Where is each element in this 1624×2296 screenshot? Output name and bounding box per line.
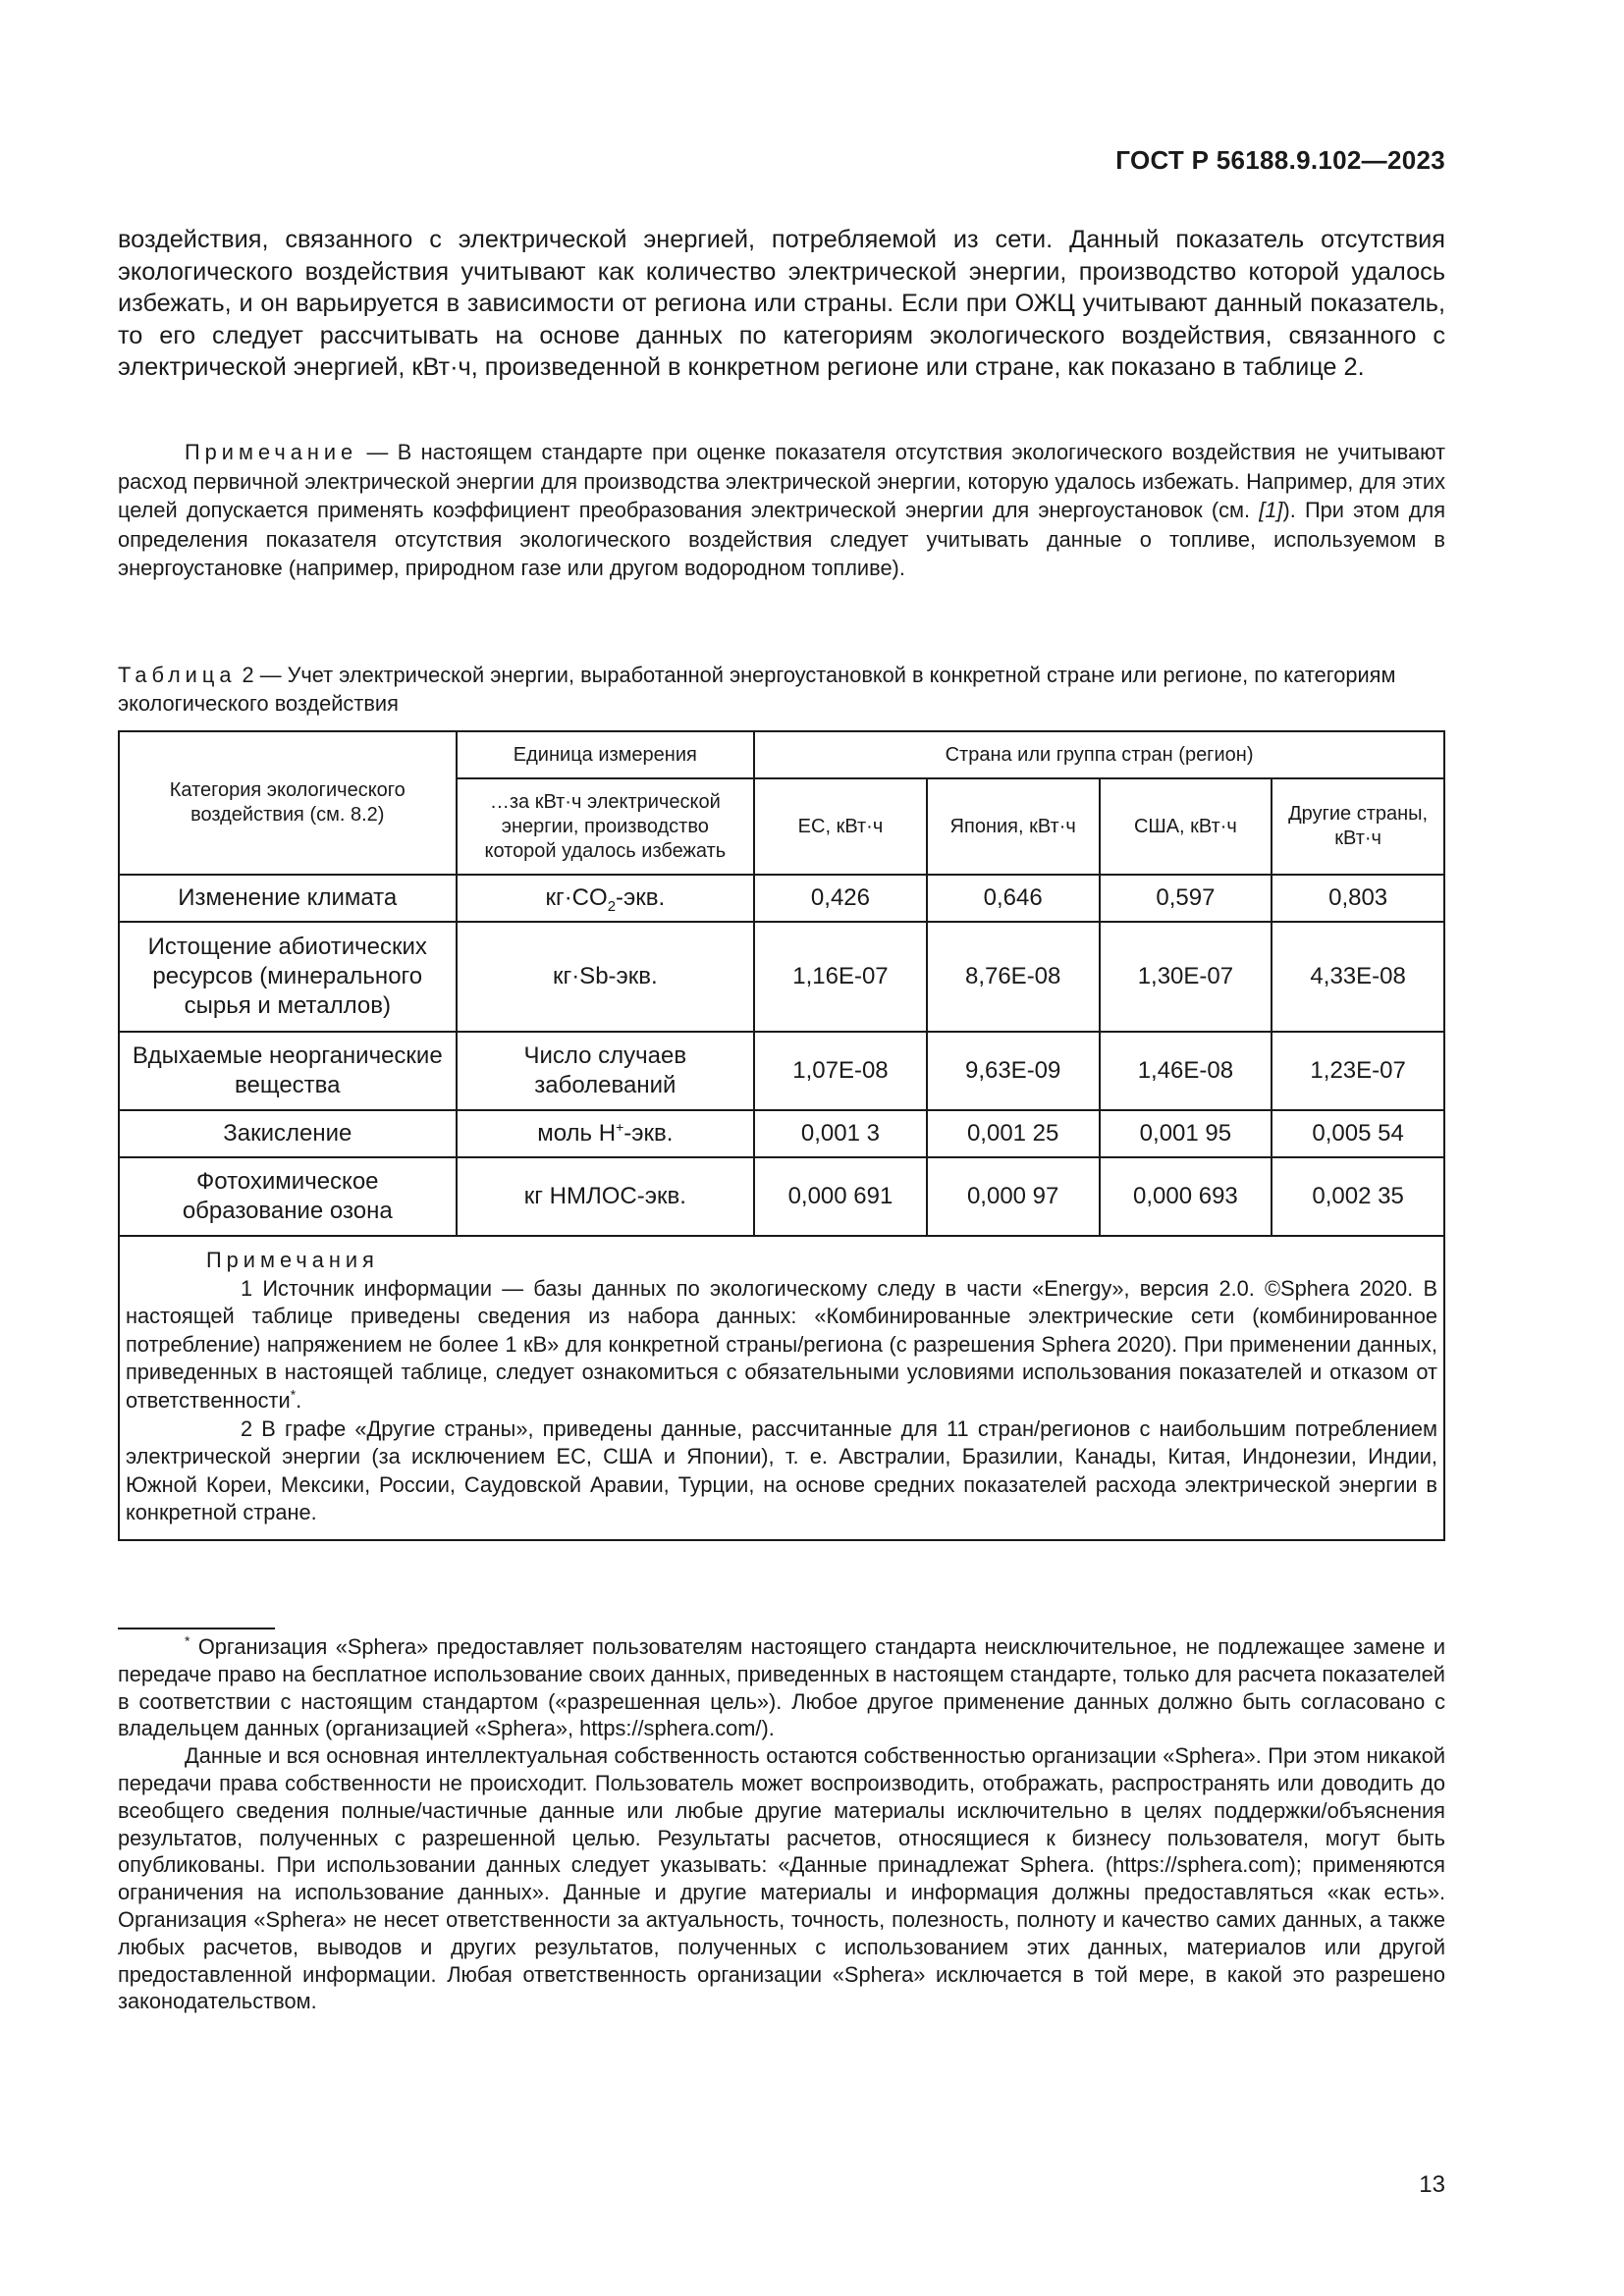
cell-usa: 1,46E-08 bbox=[1100, 1032, 1272, 1110]
table-row bbox=[119, 922, 1444, 1032]
header-unit-sub: …за кВт·ч электрической энергии, производство которой удалось избежать bbox=[457, 778, 755, 875]
footnote-para-1 bbox=[118, 1633, 1445, 1742]
footnote-text-1: Организация «Sphera» предоставляет пользователям настоящего стандарта неисключительное, не подлежащее замене и передаче право на бесплатное использование своих данных, приведенных в настоящем стандарте, только для расчета показателей в соответствии с настоящим стандартом («разрешенная цель»). Любое другое применение данных должно быть согласовано с владельцем данных (организацией «Sphera», https://sphera.com/). bbox=[118, 1634, 1445, 1741]
cell-other: 0,005 54 bbox=[1272, 1110, 1444, 1157]
note-1-end: . bbox=[296, 1387, 302, 1413]
row-category: Истощение абиотических ресурсов (минерального сырья и металлов) bbox=[119, 922, 457, 1032]
notes-title: Примечания bbox=[206, 1248, 379, 1272]
table-row bbox=[119, 1157, 1444, 1236]
note-paragraph bbox=[118, 438, 1445, 583]
note-reference: [1] bbox=[1259, 498, 1283, 523]
cell-other: 0,803 bbox=[1272, 875, 1444, 922]
footnote-mark: * bbox=[185, 1632, 190, 1649]
cell-other: 1,23E-07 bbox=[1272, 1032, 1444, 1110]
cell-eu: 0,426 bbox=[754, 875, 927, 922]
footnote-divider bbox=[118, 1628, 275, 1629]
cell-japan: 0,001 25 bbox=[927, 1110, 1100, 1157]
unit-prefix: моль H bbox=[537, 1120, 617, 1147]
table-header-row-1 bbox=[119, 731, 1444, 778]
unit-prefix: кг·CO bbox=[545, 884, 608, 911]
cell-other: 4,33E-08 bbox=[1272, 922, 1444, 1032]
note-1-mark: * bbox=[290, 1386, 297, 1403]
body-paragraph: воздействия, связанного с электрической энергией, потребляемой из сети. Данный показатель отсутствия экологического воздействия учитывают как количество электрической энергии, производство которой удалось избежать, и он варьируется в зависимости от региона или страны. Если при ОЖЦ учитывают данный показатель, то его следует рассчитывать на основе данных по категориям экологического воздействия, связанного с электрической энергией, кВт·ч, произведенной в конкретном регионе или стране, как показано в таблице 2. bbox=[118, 226, 1445, 381]
cell-eu: 0,000 691 bbox=[754, 1157, 927, 1236]
data-table bbox=[118, 730, 1445, 1541]
row-unit: Число случаев заболеваний bbox=[457, 1032, 755, 1110]
note-text-2: ). При этом для определения показателя отсутствия экологического воздействия следует учитывать данные о топливе, используемом в энергоустановке (например, природном газе или другом водородном топливе). bbox=[118, 498, 1445, 581]
footnote-para-2: Данные и вся основная интеллектуальная собственность остаются собственностью организации «Sphera». При этом никакой передачи права собственности не происходит. Пользователь может воспроизводить, отображать, распространять или доводить до всеобщего сведения полные/частичные данные или любые другие материалы исключительно в целях поддержки/объяснения результатов, полученных с разрешенной целью. Результаты расчетов, относящиеся к бизнесу пользователя, могут быть опубликованы. При использовании данных следует указывать: «Данные принадлежат Sphera. (https://sphera.com); применяются ограничения на использование данных». Данные и другие материалы и информация должны предоставляться «как есть». Организация «Sphera» не несет ответственности за актуальность, точность, полезность, полноту и качество самих данных, а также любых расчетов, выводов и других результатов, полученных с использованием этих данных, материалов или другой предоставленной информации. Любая ответственность организации «Sphera» исключается в той мере, в какой это разрешено законодательством. bbox=[118, 1743, 1445, 2014]
cell-other: 0,002 35 bbox=[1272, 1157, 1444, 1236]
header-col-other: Другие страны, кВт·ч bbox=[1272, 778, 1444, 875]
row-unit: кг·Sb-экв. bbox=[457, 922, 755, 1032]
cell-japan: 8,76E-08 bbox=[927, 922, 1100, 1032]
header-col-japan: Япония, кВт·ч bbox=[927, 778, 1100, 875]
cell-eu: 1,16E-07 bbox=[754, 922, 927, 1032]
table-caption-text: — Учет электрической энергии, выработанной энергоустановкой в конкретной стране или регионе, по категориям экологического воздействия bbox=[118, 663, 1396, 716]
row-category: Изменение климата bbox=[119, 875, 457, 922]
table-caption-number: 2 bbox=[236, 663, 254, 687]
cell-eu: 1,07E-08 bbox=[754, 1032, 927, 1110]
row-unit bbox=[457, 875, 755, 922]
note-label: Примечание bbox=[185, 440, 358, 464]
page-number: 13 bbox=[1419, 2171, 1445, 2198]
note-2: 2 В графе «Другие страны», приведены данные, рассчитанные для 11 стран/регионов с наибольшим потреблением электрической энергии (за исключением ЕС, США и Японии), т. е. Австралии, Бразилии, Канады, Китая, Индонезии, Индии, Южной Кореи, Мексики, России, Саудовской Аравии, Турции, на основе средних показателей расхода электрической энергии в конкретной стране. bbox=[126, 1415, 1437, 1525]
cell-eu: 0,001 3 bbox=[754, 1110, 927, 1157]
footnote bbox=[118, 1633, 1445, 2015]
cell-japan: 0,000 97 bbox=[927, 1157, 1100, 1236]
row-unit: кг НМЛОС-экв. bbox=[457, 1157, 755, 1236]
cell-usa: 1,30E-07 bbox=[1100, 922, 1272, 1032]
cell-usa: 0,001 95 bbox=[1100, 1110, 1272, 1157]
unit-superscript: + bbox=[616, 1119, 624, 1135]
note-1-text: 1 Источник информации — базы данных по экологическому следу в части «Energy», версия 2.0. ©Sphera 2020. В настоящей таблице приведены сведения из набора данных: «Комбинированные электрические сети (комбинированное потребление) напряжением не более 1 кВ» для конкретной страны/региона (с разрешения Sphera 2020). При применении данных, приведенных в настоящей таблице, следует ознакомиться с обязательными условиями использования показателей и отказом от ответственности bbox=[126, 1275, 1437, 1413]
header-col-eu: ЕС, кВт·ч bbox=[754, 778, 927, 875]
table-row bbox=[119, 875, 1444, 922]
cell-japan: 9,63E-09 bbox=[927, 1032, 1100, 1110]
unit-subscript: 2 bbox=[607, 897, 617, 915]
header-category: Категория экологического воздействия (см. 8.2) bbox=[119, 731, 457, 875]
table-notes bbox=[119, 1236, 1444, 1540]
header-region-group: Страна или группа стран (регион) bbox=[754, 731, 1444, 778]
header-col-usa: США, кВт·ч bbox=[1100, 778, 1272, 875]
cell-usa: 0,000 693 bbox=[1100, 1157, 1272, 1236]
table-row bbox=[119, 1032, 1444, 1110]
table-row bbox=[119, 1110, 1444, 1157]
table-notes-row bbox=[119, 1236, 1444, 1540]
note-1 bbox=[126, 1275, 1437, 1415]
cell-usa: 0,597 bbox=[1100, 875, 1272, 922]
standard-header: ГОСТ Р 56188.9.102—2023 bbox=[1115, 145, 1445, 175]
unit-suffix: -экв. bbox=[616, 884, 666, 911]
note-dash: — bbox=[357, 440, 398, 464]
cell-japan: 0,646 bbox=[927, 875, 1100, 922]
header-unit: Единица измерения bbox=[457, 731, 755, 778]
table-caption-label: Таблица bbox=[118, 663, 237, 687]
row-category: Закисление bbox=[119, 1110, 457, 1157]
row-category: Вдыхаемые неорганические вещества bbox=[119, 1032, 457, 1110]
row-category: Фотохимическое образование озона bbox=[119, 1157, 457, 1236]
unit-suffix: -экв. bbox=[623, 1120, 674, 1147]
table-caption bbox=[118, 661, 1445, 718]
row-unit bbox=[457, 1110, 755, 1157]
note-text-1: В настоящем стандарте при оценке показателя отсутствия экологического воздействия не учитывают расход первичной электрической энергии для производства электрической энергии, которую удалось избежать. Например, для этих целей допускается применять коэффициент преобразования электрической энергии для энергоустановок (см. bbox=[118, 440, 1445, 523]
